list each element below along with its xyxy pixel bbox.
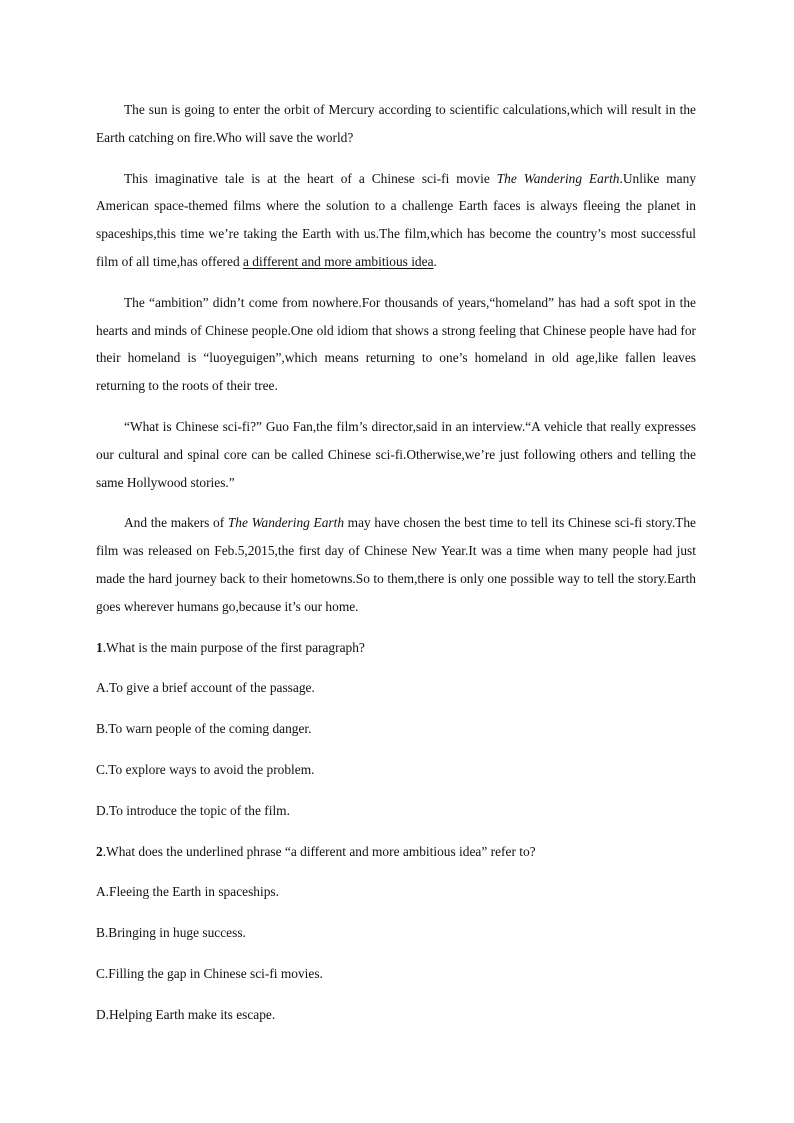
question-text: .What is the main purpose of the first paragraph? (102, 639, 365, 655)
question-2 (96, 838, 696, 866)
paragraph-text: And the makers of (124, 515, 228, 531)
question-number: 2 (96, 843, 103, 859)
question-1-option-d: D.To introduce the topic of the film. (96, 802, 290, 818)
passage-paragraph-3: The “ambition” didn’t come from nowhere.For thousands of years,“homeland” has had a soft spot in the hearts and minds of Chinese people.One old idiom that shows a strong feeling that Chinese people have had for their homeland is “luoyeguigen”,which means returning to one’s homeland in old age,like fallen leaves returning to the roots of their tree. (96, 294, 696, 394)
paragraph-text: may have chosen the best time to tell its Chinese sci-fi story.The film was released on Feb.5,2015,the first day of Chinese New Year.It was a time when many people had just made the hard journey back to their hometowns.So to them,there is only one possible way to tell the story.Earth goes wherever humans go,because it’s our home. (96, 515, 696, 614)
question-text: .What does the underlined phrase “a different and more ambitious idea” refer to? (102, 843, 536, 859)
film-title: The Wandering Earth (496, 170, 620, 186)
film-title: The Wandering Earth (227, 515, 345, 531)
document-page (96, 96, 696, 1042)
question-number: 1 (96, 639, 103, 655)
paragraph-text: This imaginative tale is at the heart of a Chinese sci-fi movie (124, 170, 497, 186)
underlined-phrase: a different and more ambitious idea (243, 253, 434, 269)
question-1 (96, 634, 696, 662)
question-2-option-d: D.Helping Earth make its escape. (96, 1006, 276, 1022)
paragraph-text: .Unlike many American space-themed films where the solution to a challenge Earth faces is always fleeing the planet in spaceships,this time we’re taking the Earth with us.The film,which has become the country’s most successful film of all time,has offered (96, 170, 697, 269)
passage-paragraph-5 (96, 509, 696, 620)
paragraph-text: . (433, 253, 437, 269)
passage-paragraph-2 (96, 165, 696, 276)
question-2-option-c: C.Filling the gap in Chinese sci-fi movies. (96, 965, 323, 981)
passage-paragraph-1: The sun is going to enter the orbit of Mercury according to scientific calculations,which will result in the Earth catching on fire.Who will save the world? (96, 102, 696, 145)
question-1-option-a: A.To give a brief account of the passage. (96, 680, 315, 696)
question-1-option-b: B.To warn people of the coming danger. (96, 721, 312, 737)
passage-paragraph-4: “What is Chinese sci-fi?” Guo Fan,the film’s director,said in an interview.“A vehicle that really expresses our cultural and spinal core can be called Chinese sci-fi.Otherwise,we’re just following others and telling the same Hollywood stories.” (96, 418, 696, 490)
question-1-option-c: C.To explore ways to avoid the problem. (96, 761, 315, 777)
question-2-option-a: A.Fleeing the Earth in spaceships. (96, 884, 279, 900)
question-2-option-b: B.Bringing in huge success. (96, 925, 246, 941)
